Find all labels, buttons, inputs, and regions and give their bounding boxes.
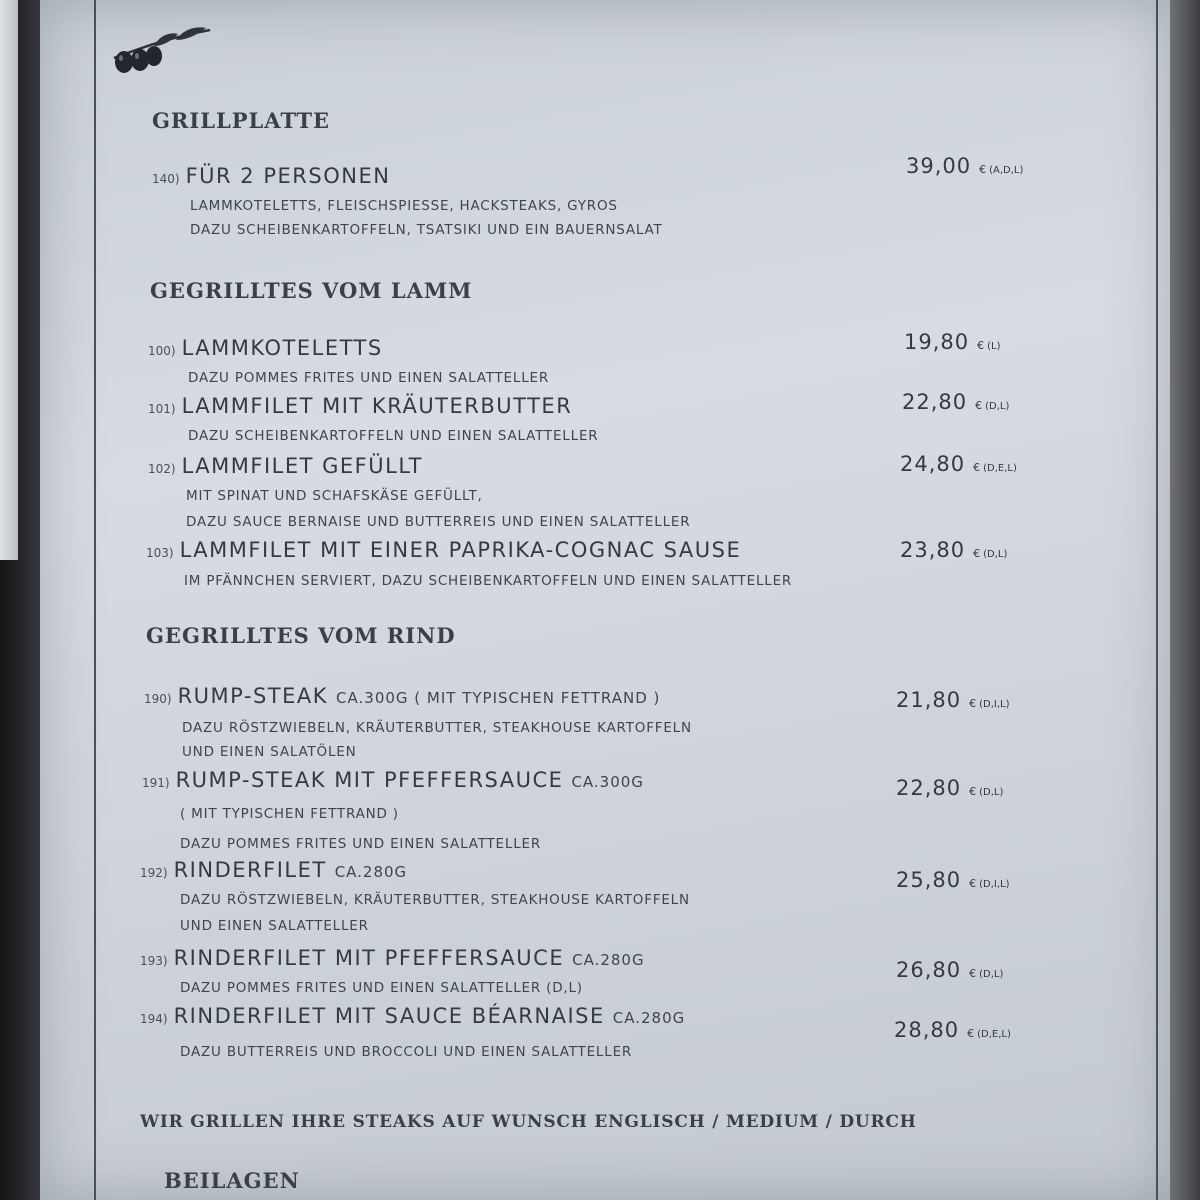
item-description: DAZU RÖSTZWIEBELN, KRÄUTERBUTTER, STEAKHOUSE KARTOFFELN	[180, 892, 690, 908]
item-name: LAMMKOTELETTS	[181, 336, 383, 360]
allergen-codes: (D,L)	[979, 787, 1004, 798]
allergen-codes: (D,L)	[985, 401, 1010, 412]
item-name: RUMP-STEAK MIT PFEFFERSAUCE	[175, 768, 564, 792]
item-number: 103)	[146, 546, 174, 560]
item-name: LAMMFILET MIT KRÄUTERBUTTER	[181, 394, 573, 418]
item-number: 100)	[148, 344, 176, 358]
item-price-100	[904, 330, 1001, 354]
price-amount: 23,80	[900, 538, 966, 562]
price-amount: 22,80	[896, 776, 962, 800]
price-currency: €	[975, 399, 983, 412]
price-currency: €	[969, 785, 977, 798]
binder-edge	[0, 0, 18, 560]
price-amount: 22,80	[902, 390, 968, 414]
item-description: ( MIT TYPISCHEN FETTRAND )	[180, 806, 399, 822]
price-amount: 25,80	[896, 868, 962, 892]
price-currency: €	[973, 547, 981, 560]
item-price-191	[896, 776, 1003, 800]
allergen-codes: (D,L)	[983, 549, 1008, 560]
item-weight: CA.280G	[572, 951, 645, 969]
item-number: 194)	[140, 1012, 168, 1026]
price-currency: €	[979, 163, 987, 176]
item-number: 140)	[152, 172, 180, 186]
allergen-codes: (L)	[987, 341, 1001, 352]
item-weight: CA.300G	[571, 773, 644, 791]
item-number: 193)	[140, 954, 168, 968]
item-description: LAMMKOTELETTS, FLEISCHSPIESSE, HACKSTEAKS, GYROS	[190, 198, 618, 214]
allergen-codes: (D,I,L)	[979, 879, 1010, 890]
item-name: RUMP-STEAK	[177, 684, 329, 708]
item-weight: CA.280G	[612, 1009, 686, 1027]
menu-page	[40, 0, 1170, 1200]
price-currency: €	[967, 1027, 975, 1040]
price-amount: 28,80	[894, 1018, 960, 1042]
menu-item-101	[148, 394, 572, 418]
section-title-grillplatte: GRILLPLATTE	[152, 108, 330, 133]
price-currency: €	[969, 697, 977, 710]
price-amount: 26,80	[896, 958, 962, 982]
item-description: DAZU SCHEIBENKARTOFFELN UND EINEN SALATTELLER	[188, 428, 599, 444]
item-description: IM PFÄNNCHEN SERVIERT, DAZU SCHEIBENKARTOFFELN UND EINEN SALATTELLER	[184, 573, 793, 589]
item-number: 190)	[144, 692, 172, 706]
price-currency: €	[977, 339, 985, 352]
price-currency: €	[973, 461, 981, 474]
item-description: UND EINEN SALATÖLEN	[182, 744, 357, 760]
item-price-102	[900, 452, 1017, 476]
section-title-rind: GEGRILLTES VOM RIND	[146, 623, 456, 648]
item-price-194	[894, 1018, 1011, 1042]
section-title-beilagen: BEILAGEN	[164, 1168, 300, 1193]
item-description: DAZU POMMES FRITES UND EINEN SALATTELLER (D,L)	[180, 980, 583, 996]
item-description: DAZU RÖSTZWIEBELN, KRÄUTERBUTTER, STEAKHOUSE KARTOFFELN	[182, 720, 692, 736]
price-amount: 19,80	[904, 330, 970, 354]
item-name: LAMMFILET GEFÜLLT	[181, 454, 423, 478]
allergen-codes: (A,D,L)	[989, 165, 1024, 176]
item-name: RINDERFILET	[173, 858, 327, 882]
menu-item-103	[146, 538, 741, 562]
price-amount: 24,80	[900, 452, 966, 476]
menu-item-192	[140, 858, 407, 882]
menu-item-102	[148, 454, 423, 478]
item-description: MIT SPINAT UND SCHAFSKÄSE GEFÜLLT,	[186, 488, 483, 504]
price-currency: €	[969, 877, 977, 890]
item-weight: CA.300G ( MIT TYPISCHEN FETTRAND )	[336, 689, 661, 707]
item-number: 192)	[140, 866, 168, 880]
item-weight: CA.280G	[334, 863, 408, 881]
item-price-190	[896, 688, 1010, 712]
menu-item-194	[140, 1004, 685, 1028]
steak-doneness-note: WIR GRILLEN IHRE STEAKS AUF WUNSCH ENGLISCH / MEDIUM / DURCH	[140, 1112, 917, 1132]
allergen-codes: (D,I,L)	[979, 699, 1010, 710]
item-price-193	[896, 958, 1003, 982]
item-description: DAZU BUTTERREIS UND BROCCOLI UND EINEN SALATTELLER	[180, 1044, 633, 1060]
item-number: 102)	[148, 462, 176, 476]
menu-item-100	[148, 336, 383, 360]
allergen-codes: (D,E,L)	[983, 463, 1017, 474]
item-name: RINDERFILET MIT PFEFFERSAUCE	[173, 946, 565, 970]
item-price-140	[906, 154, 1023, 178]
item-name: FÜR 2 PERSONEN	[185, 164, 391, 188]
section-title-lamm: GEGRILLTES VOM LAMM	[150, 278, 473, 303]
price-amount: 21,80	[896, 688, 962, 712]
item-description: DAZU SCHEIBENKARTOFFELN, TSATSIKI UND EIN BAUERNSALAT	[190, 222, 663, 238]
allergen-codes: (D,E,L)	[977, 1029, 1011, 1040]
olive-branch-icon	[106, 24, 216, 76]
price-currency: €	[969, 967, 977, 980]
item-number: 191)	[142, 776, 170, 790]
menu-item-193	[140, 946, 645, 970]
item-price-192	[896, 868, 1010, 892]
menu-item-191	[142, 768, 644, 792]
price-amount: 39,00	[906, 154, 972, 178]
item-description: DAZU SAUCE BERNAISE UND BUTTERREIS UND EINEN SALATTELLER	[186, 514, 691, 530]
item-name: RINDERFILET MIT SAUCE BÉARNAISE	[173, 1004, 605, 1028]
item-price-101	[902, 390, 1009, 414]
item-description: DAZU POMMES FRITES UND EINEN SALATTELLER	[188, 370, 550, 386]
item-description: DAZU POMMES FRITES UND EINEN SALATTELLER	[180, 836, 542, 852]
binder-edge-right	[1170, 0, 1200, 1200]
item-price-103	[900, 538, 1007, 562]
item-name: LAMMFILET MIT EINER PAPRIKA-COGNAC SAUSE	[179, 538, 742, 562]
allergen-codes: (D,L)	[979, 969, 1004, 980]
menu-item-190	[144, 684, 660, 708]
item-number: 101)	[148, 402, 176, 416]
item-description: UND EINEN SALATTELLER	[180, 918, 369, 934]
menu-item-140	[152, 164, 390, 188]
